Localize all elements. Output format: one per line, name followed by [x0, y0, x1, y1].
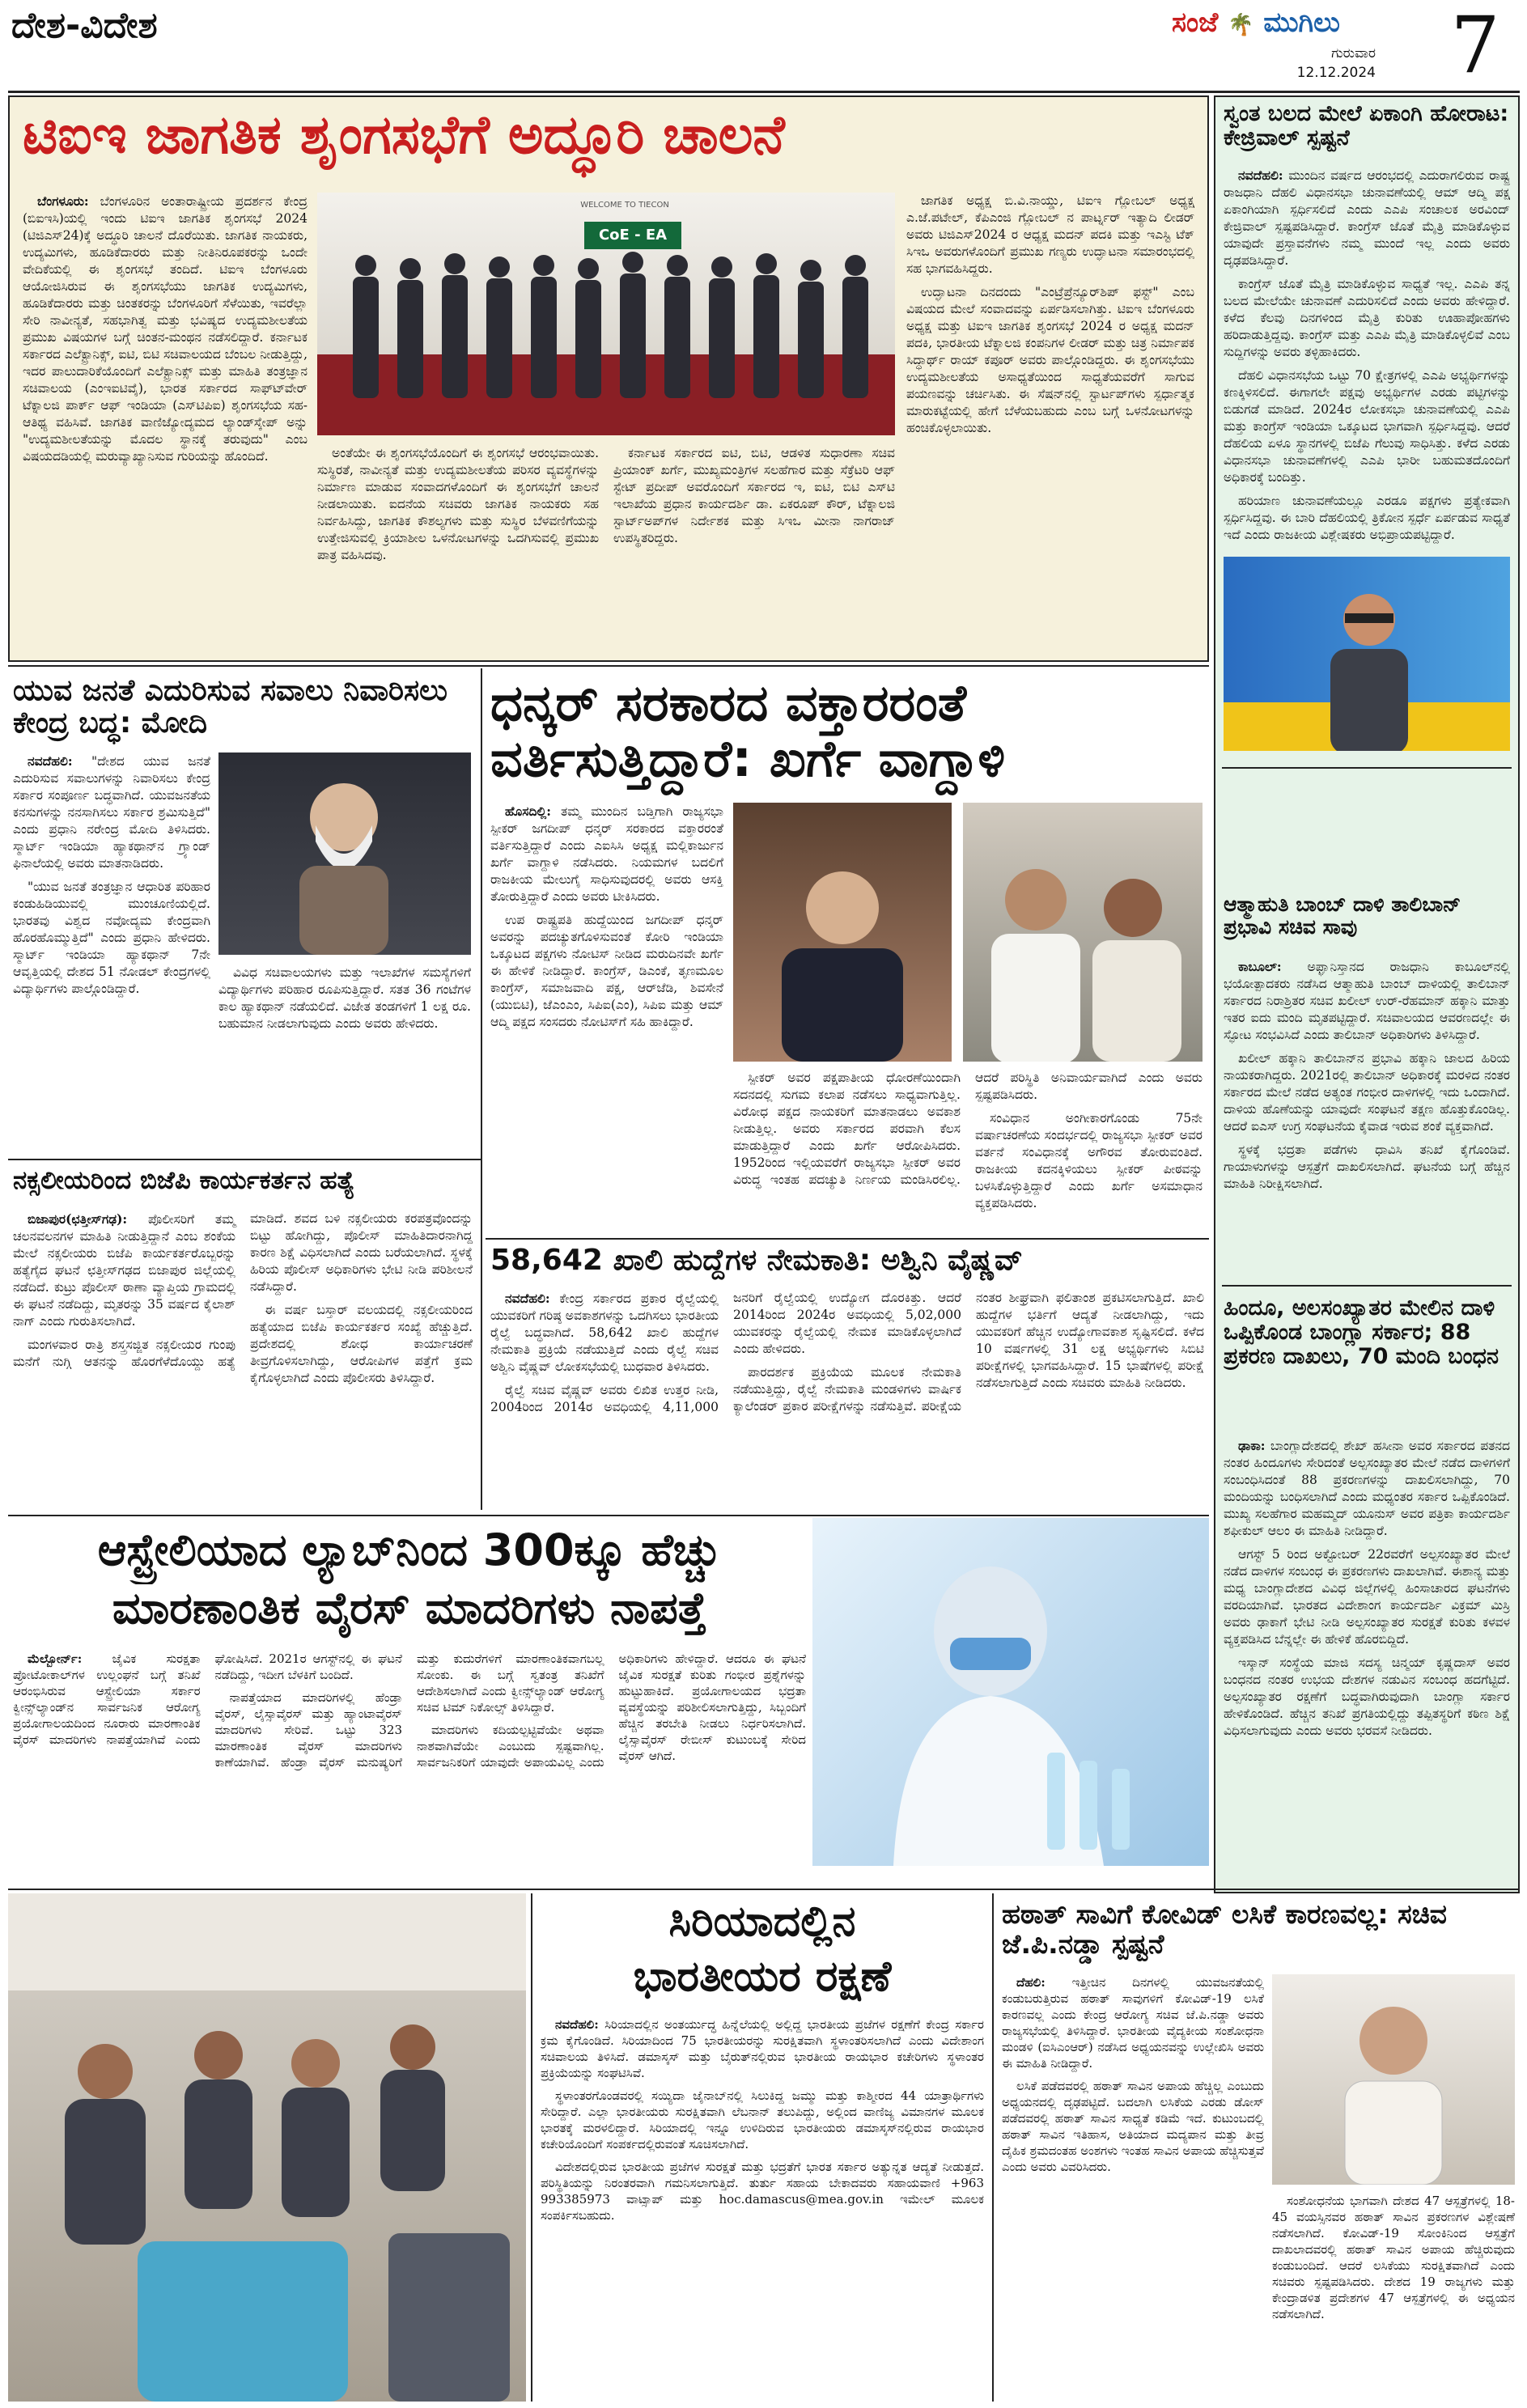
story-body — [13, 1210, 473, 1503]
headline: ಹಠಾತ್ ಸಾವಿಗೆ ಕೋವಿಡ್ ಲಸಿಕೆ ಕಾರಣವಲ್ಲ: ಸಚಿವ ಜೆ.ಪಿ.ನಡ್ಡಾ ಸ್ಪಷ್ಟನೆ — [1002, 1900, 1447, 1960]
dateline: ಹೊಸದಿಲ್ಲಿ: — [505, 803, 551, 819]
paragraph: ಬಾಂಗ್ಲಾದೇಶದಲ್ಲಿ ಶೇಖ್ ಹಸೀನಾ ಅವರ ಸರ್ಕಾರದ ಪತನದ ನಂತರ ಹಿಂದೂಗಳು ಸೇರಿದಂತೆ ಅಲ್ಪಸಂಖ್ಯಾತರ ಮೇಲೆ ನಡೆದ ದಾಳಿಗಳಿಗೆ ಸಂಬಂಧಿಸಿದಂತೆ 88 ಪ್ರಕರಣಗಳನ್ನು ದಾಖಲಿಸಲಾಗಿದ್ದು, 70 ಮಂದಿಯನ್ನು ಬಂಧಿಸಲಾಗಿದೆ ಎಂದು ಮಧ್ಯಂತರ ಸರ್ಕಾರ ಒಪ್ಪಿಕೊಂಡಿದೆ. ಮುಖ್ಯ ಸಲಹೆಗಾರ ಮಹಮ್ಮದ್ ಯೂನುಸ್ ಅವರ ಪತ್ರಿಕಾ ಕಾರ್ಯದರ್ಶಿ ಶಫೀಕುಲ್ ಆಲಂ ಈ ಮಾಹಿತಿ ನೀಡಿದ್ದಾರೆ. — [1224, 1439, 1510, 1538]
dateline: ಬೆಂಗಳೂರು: — [37, 193, 89, 209]
paragraph: ಸಂವಿಧಾನ ಅಂಗೀಕಾರಗೊಂಡು 75ನೇ ವರ್ಷಾಚರಣೆಯ ಸಂದರ್ಭದಲ್ಲಿ ರಾಜ್ಯಸಭಾ ಸ್ಪೀಕರ್ ಅವರ ವರ್ತನೆ ಸಂವಿಧಾನಕ್ಕೆ ಅಗೌರವ ತೋರುವಂತಿದೆ. ರಾಜಕೀಯ ಕದನಕ್ಕಿಳಿಯಲು ಸ್ಪೀಕರ್ ಪೀಠವನ್ನು ಬಳಸಿಕೊಳ್ಳುತ್ತಿದ್ದಾರೆ ಎಂದು ಖರ್ಗೆ ಅಸಮಾಧಾನ ವ್ಯಕ್ತಪಡಿಸಿದರು. — [975, 1111, 1203, 1210]
divider-vertical-1 — [481, 668, 482, 1510]
paragraph: ಇತ್ತೀಚಿನ ದಿನಗಳಲ್ಲಿ ಯುವಜನತೆಯಲ್ಲಿ ಕಂಡುಬರುತ್ತಿರುವ ಹಠಾತ್ ಸಾವುಗಳಿಗೆ ಕೋವಿಡ್-19 ಲಸಿಕೆ ಕಾರಣವಲ್ಲ ಎಂದು ಕೇಂದ್ರ ಆರೋಗ್ಯ ಸಚಿವ ಜೆ.ಪಿ.ನಡ್ಡಾ ಅವರು ರಾಜ್ಯಸಭೆಯಲ್ಲಿ ತಿಳಿಸಿದ್ದಾರೆ. ಭಾರತೀಯ ವೈದ್ಯಕೀಯ ಸಂಶೋಧನಾ ಮಂಡಳಿ (ಐಸಿಎಂಆರ್) ನಡೆಸಿದ ಅಧ್ಯಯನವನ್ನು ಉಲ್ಲೇಖಿಸಿ ಅವರು ಈ ಮಾಹಿತಿ ನೀಡಿದ್ದಾರೆ. — [1002, 1975, 1264, 2071]
paragraph: "ದೇಶದ ಯುವ ಜನತೆ ಎದುರಿಸುವ ಸವಾಲುಗಳನ್ನು ನಿವಾರಿಸಲು ಕೇಂದ್ರ ಸರ್ಕಾರ ಸಂಪೂರ್ಣ ಬದ್ಧವಾಗಿದೆ. ಯುವಜನತೆಯ ಕನಸುಗಳನ್ನು ನನಸಾಗಿಸಲು ಸರ್ಕಾರ ಶ್ರಮಿಸುತ್ತಿದೆ" ಎಂದು ಪ್ರಧಾನಿ ನರೇಂದ್ರ ಮೋದಿ ತಿಳಿಸಿದರು. ಸ್ಮಾರ್ಟ್ ಇಂಡಿಯಾ ಹ್ಯಾಕಥಾನ್‌ನ ಗ್ರ್ಯಾಂಡ್ ಫಿನಾಲೆಯಲ್ಲಿ ಅವರು ಮಾತನಾಡಿದರು. — [13, 754, 210, 871]
divider-vertical-bottom-2 — [992, 1893, 994, 2402]
paragraph: ಜಾಗತಿಕ ಅಧ್ಯಕ್ಷ ಬಿ.ವಿ.ನಾಯ್ಡು, ಟಿಐಇ ಗ್ಲೋಬಲ್ ಅಧ್ಯಕ್ಷ ಎ.ಜೆ.ಪಟೇಲ್, ಕೆಪಿಎಂಜಿ ಗ್ಲೋಬಲ್ ನ ಪಾರ್ಟ್ನರ್ ಇತ್ಯಾದಿ ಲೀಡರ್ ಅವರು ಟಿಜಿಎಸ್2024 ರ ಆಧ್ಯಕ್ಷ ಮದನ್ ಪದಕಿ ಮತ್ತು ಇಎಸ್ಟಿ ಟೆಕ್ ಸಿಇಒ ಅವರುಗಳೊಂದಿಗೆ ಪ್ರಮುಖ ಗಣ್ಯರು ಉದ್ಘಾಟನಾ ಸಮಾರಂಭದಲ್ಲಿ ಸಹ ಭಾಗವಹಿಸಿದ್ದರು. — [906, 193, 1194, 276]
paragraph: ಆಗಸ್ಟ್ 5 ರಿಂದ ಅಕ್ಟೋಬರ್ 22ರವರೆಗೆ ಅಲ್ಪಸಂಖ್ಯಾತರ ಮೇಲೆ ನಡೆದ ದಾಳಿಗಳ ಸಂಬಂಧ ಈ ಪ್ರಕರಣಗಳು ದಾಖಲಾಗಿವೆ. ಈಶಾನ್ಯ ಮತ್ತು ಮಧ್ಯ ಬಾಂಗ್ಲಾದೇಶದ ವಿವಿಧ ಜಿಲ್ಲೆಗಳಲ್ಲಿ ಹಿಂಸಾಚಾರದ ಘಟನೆಗಳು ವರದಿಯಾಗಿವೆ. ಭಾರತದ ವಿದೇಶಾಂಗ ಕಾರ್ಯದರ್ಶಿ ವಿಕ್ರಮ್ ಮಿಸ್ರಿ ಅವರು ಢಾಕಾಗೆ ಭೇಟಿ ನೀಡಿ ಅಲ್ಪಸಂಖ್ಯಾತರ ಸುರಕ್ಷತೆ ಕುರಿತು ಕಳವಳ ವ್ಯಕ್ತಪಡಿಸಿದ ಬೆನ್ನಲ್ಲೇ ಈ ಹೇಳಿಕೆ ಹೊರಬಿದ್ದಿದೆ. — [1224, 1547, 1510, 1647]
divider-naxal — [8, 1159, 481, 1160]
paragraph: ರೈಲ್ವೆ ಸಚಿವ ವೈಷ್ಣವ್ ಅವರು ಲಿಖಿತ ಉತ್ತರ ನೀಡಿ, 2004ರಿಂದ 2014ರ ಅವಧಿಯಲ್ಲಿ 4,11,000 ಜನರಿಗೆ ರೈಲ್ವೆಯಲ್ಲಿ ಉದ್ಯೋಗ ದೊರಕಿತ್ತು. ಆದರೆ 2014ರಿಂದ 2024ರ ಅವಧಿಯಲ್ಲಿ 5,02,000 ಯುವಕರನ್ನು ರೈಲ್ವೆಯಲ್ಲಿ ನೇಮಕ ಮಾಡಿಕೊಳ್ಳಲಾಗಿದೆ ಎಂದು ಹೇಳಿದರು. — [490, 1291, 961, 1414]
story-body — [541, 2016, 984, 2397]
dateline: ಕಾಬೂಲ್: — [1238, 959, 1282, 974]
dateline: ನವದೆಹಲಿ: — [1238, 167, 1283, 183]
story-body — [490, 1290, 1204, 1505]
headline: 58,642 ಖಾಲಿ ಹುದ್ದೆಗಳ ನೇಮಕಾತಿ: ಅಶ್ವಿನಿ ವೈಷ್ಣವ್ — [490, 1244, 1023, 1277]
dateline: ನವದೆಹಲಿ: — [28, 753, 73, 769]
dateline: ಬಿಜಾಪುರ(ಛತ್ತೀಸ್‌ಗಢ): — [28, 1211, 128, 1227]
headline: ನಕ್ಸಲೀಯರಿಂದ ಬಿಜೆಪಿ ಕಾರ್ಯಕರ್ತನ ಹತ್ಯೆ — [13, 1167, 355, 1195]
story-body-left — [490, 803, 723, 1240]
bus-passengers-photo — [8, 1893, 526, 2402]
weekday: ಗುರುವಾರ — [1331, 45, 1376, 61]
speaker-silhouette — [766, 851, 919, 1062]
headline-line-1: ಸಿರಿಯಾದಲ್ಲಿನ — [668, 1898, 856, 1946]
paragraph: ಮಂಗಳವಾರ ರಾತ್ರಿ ಶಸ್ತ್ರಸಜ್ಜಿತ ನಕ್ಸಲೀಯರ ಗುಂಪು ಮನೆಗೆ ನುಗ್ಗಿ ಆತನನ್ನು ಹೊರಗೆಳೆದೊಯ್ದು ಹತ್ಯೆ ಮಾಡಿದೆ. ಶವದ ಬಳಿ ನಕ್ಸಲೀಯರು ಕರಪತ್ರವೊಂದನ್ನು ಬಿಟ್ಟು ಹೋಗಿದ್ದು, ಪೊಲೀಸ್ ಮಾಹಿತಿದಾರನಾಗಿದ್ದ ಕಾರಣ ಶಿಕ್ಷೆ ವಿಧಿಸಲಾಗಿದೆ ಎಂದು ಬರೆಯಲಾಗಿದೆ. ಸ್ಥಳಕ್ಕೆ ಹಿರಿಯ ಪೊಲೀಸ್ ಅಧಿಕಾರಿಗಳು ಭೇಟಿ ನೀಡಿ ಪರಿಶೀಲನೆ ನಡೆಸಿದ್ದಾರೆ. — [13, 1211, 473, 1369]
headline-line-1: ಆಸ್ಟ್ರೇಲಿಯಾದ ಲ್ಯಾಬ್‌ನಿಂದ 300ಕ್ಕೂ ಹೆಚ್ಚು — [97, 1526, 722, 1575]
paragraph: ಮಾದರಿಗಳು ಕದಿಯಲ್ಪಟ್ಟಿವೆಯೇ ಅಥವಾ ನಾಶವಾಗಿವೆಯೇ ಎಂಬುದು ಸ್ಪಷ್ಟವಾಗಿಲ್ಲ. ಸಾರ್ವಜನಿಕರಿಗೆ ಯಾವುದೇ ಅಪಾಯವಿಲ್ಲ ಎಂದು ಅಧಿಕಾರಿಗಳು ಹೇಳಿದ್ದಾರೆ. ಆದರೂ ಈ ಘಟನೆ ಜೈವಿಕ ಸುರಕ್ಷತೆ ಕುರಿತು ಗಂಭೀರ ಪ್ರಶ್ನೆಗಳನ್ನು ಹುಟ್ಟುಹಾಕಿದೆ. ಪ್ರಯೋಗಾಲಯದ ಭದ್ರತಾ ವ್ಯವಸ್ಥೆಯನ್ನು ಪರಿಶೀಲಿಸಲಾಗುತ್ತಿದ್ದು, ಸಿಬ್ಬಂದಿಗೆ ಹೆಚ್ಚಿನ ತರಬೇತಿ ನೀಡಲು ನಿರ್ಧರಿಸಲಾಗಿದೆ. ಲೈಸ್ಸಾವೈರಸ್ ರೇಬೀಸ್ ಕುಟುಂಬಕ್ಕೆ ಸೇರಿದ ವೈರಸ್ ಆಗಿದೆ. — [417, 1651, 806, 1770]
modi-photo — [218, 752, 471, 955]
story-body-right — [218, 964, 471, 1143]
kejriwal-photo — [1224, 557, 1510, 751]
paragraph: ಅಫ್ಘಾನಿಸ್ತಾನದ ರಾಜಧಾನಿ ಕಾಬೂಲ್‌ನಲ್ಲಿ ಭಯೋತ್ಪಾದಕರು ನಡೆಸಿದ ಆತ್ಮಾಹುತಿ ಬಾಂಬ್ ದಾಳಿಯಲ್ಲಿ ತಾಲಿಬಾನ್ ಸರ್ಕಾರದ ನಿರಾಶ್ರಿತರ ಸಚಿವ ಖಲೀಲ್ ಉರ್-ರೆಹಮಾನ್ ಹಕ್ಕಾನಿ ಮಾತ್ತು ಇತರ ಐದು ಮಂದಿ ಮೃತಪಟ್ಟಿದ್ದಾರೆ. ಸಚಿವಾಲಯದ ಆವರಣದಲ್ಲೇ ಈ ಸ್ಫೋಟ ಸಂಭವಿಸಿದೆ ಎಂದು ತಾಲಿಬಾನ್ ಅಧಿಕಾರಿಗಳು ತಿಳಿಸಿದ್ದಾರೆ. — [1224, 960, 1510, 1042]
divider-railway — [486, 1238, 1209, 1240]
page-number: 7 — [1450, 0, 1500, 91]
paragraph: ಸ್ಪೀಕರ್ ಅವರ ಪಕ್ಷಪಾತೀಯ ಧೋರಣೆಯಿಂದಾಗಿ ಸದನದಲ್ಲಿ ಸುಗಮ ಕಲಾಪ ನಡೆಸಲು ಸಾಧ್ಯವಾಗುತ್ತಿಲ್ಲ. ವಿರೋಧ ಪಕ್ಷದ ನಾಯಕರಿಗೆ ಮಾತನಾಡಲು ಅವಕಾಶ ನೀಡುತ್ತಿಲ್ಲ. ಅವರು ಸರ್ಕಾರದ ಪರವಾಗಿ ಕೆಲಸ ಮಾಡುತ್ತಿದ್ದಾರೆ ಎಂದು ಖರ್ಗೆ ಆರೋಪಿಸಿದರು. 1952ರಿಂದ ಇಲ್ಲಿಯವರೆಗೆ ರಾಜ್ಯಸಭಾ ಸ್ಪೀಕರ್ ಅವರ ವಿರುದ್ಧ ಇಂತಹ ಪದಚ್ಯುತಿ ನಿರ್ಣಯ ಮಂಡಿಸಿರಲಿಲ್ಲ. ಆದರೆ ಪರಿಸ್ಥಿತಿ ಅನಿವಾರ್ಯವಾಗಿದೆ ಎಂದು ಅವರು ಸ್ಪಷ್ಟಪಡಿಸಿದರು. — [733, 1070, 1203, 1187]
story-body-right — [733, 1070, 1203, 1240]
paper-logo — [1172, 6, 1415, 47]
paragraph: ಬೆಂಗಳೂರಿನ ಅಂತಾರಾಷ್ಟ್ರೀಯ ಪ್ರದರ್ಶನ ಕೇಂದ್ರ (ಬಿಐಇಸಿ)ಯಲ್ಲಿ ಇಂದು ಟಿಐಇ ಜಾಗತಿಕ ಶೃಂಗಸಭೆ 2024 (ಟಿಜಿಎಸ್24)ಕ್ಕೆ ಅದ್ಧೂರಿ ಚಾಲನೆ ದೊರೆಯಿತು. ಜಾಗತಿಕ ನಾಯಕರು, ಉದ್ಯಮಿಗಳು, ಹೂಡಿಕೆದಾರರು ಮತ್ತು ನೀತಿನಿರೂಪಕರನ್ನು ಒಂದೇ ವೇದಿಕೆಯಲ್ಲಿ ಈ ಶೃಂಗಸಭೆ ತಂದಿದೆ. ಟಿಐಇ ಬೆಂಗಳೂರು ಆಯೋಜಿಸಿರುವ ಈ ಶೃಂಗಸಭೆಯು ಜಾಗತಿಕ ಉದ್ಯಮಿಗಳು, ಹೂಡಿಕೆದಾರರು ಮತ್ತು ಚಿಂತಕರನ್ನು ಬೆಂಗಳೂರಿಗೆ ಸೆಳೆಯಿತು, ಇವರೆಲ್ಲಾ ಸೇರಿ ನಾವೀನ್ಯತೆ, ಸಹಭಾಗಿತ್ವ ಮತ್ತು ಭವಿಷ್ಯದ ಉದ್ಯಮಶೀಲತೆಯ ಪ್ರಮುಖ ವಿಷಯಗಳ ಬಗ್ಗೆ ಚಿಂತನ-ಮಂಥನ ನಡೆಸಲಿದ್ದಾರೆ. ಕರ್ನಾಟಕ ಸರ್ಕಾರದ ಎಲೆಕ್ಟ್ರಾನಿಕ್ಸ್, ಐಟಿ, ಬಿಟಿ ಸಚಿವಾಲಯದ ಬೆಂಬಲ ನೀಡುತ್ತಿದ್ದು, ಇದರ ಪಾಲುದಾರಿಕೆಯೊಂದಿಗೆ ಎಲೆಕ್ಟ್ರಾನಿಕ್ಸ್ ಮತ್ತು ಮಾಹಿತಿ ತಂತ್ರಜ್ಞಾನ ಸಚಿವಾಲಯ (ಎಂಇಐಟಿವೈ), ಭಾರತ ಸರ್ಕಾರದ ಸಾಫ್ಟ್‍ವೇರ್ ಟೆಕ್ನಾಲಜಿ ಪಾರ್ಕ್ ಆಫ್ ಇಂಡಿಯಾ (ಎಸ್‌ಟಿಪಿಐ) ಶೃಂಗಸಭೆಯ ಸಹ-ಆತಿಥ್ಯ ವಹಿಸಿವೆ. ಜಾಗತಿಕ ವಾಣಿಜ್ಯೋದ್ಯಮದ ಲ್ಯಾಂಡ್‍ಸ್ಕೇಪ್ ಅನ್ನು "ಉದ್ಯಮಶೀಲತೆಯನ್ನು ಮೊದಲ ಸ್ಥಾನಕ್ಕೆ ತರುವುದು" ಎಂಬ ವಿಷಯದಡಿಯಲ್ಲಿ ಮರುವ್ಯಾಖ್ಯಾನಿಸುವ ಗುರಿಯನ್ನು ಹೊಂದಿದೆ. — [23, 194, 308, 464]
story-body-under-photo — [317, 445, 895, 654]
paragraph: ಸ್ಥಳಕ್ಕೆ ಭದ್ರತಾ ಪಡೆಗಳು ಧಾವಿಸಿ ತನಿಖೆ ಕೈಗೊಂಡಿವೆ. ಗಾಯಾಳುಗಳನ್ನು ಆಸ್ಪತ್ರೆಗೆ ದಾಖಲಿಸಲಾಗಿದೆ. ಘಟನೆಯ ಬಗ್ಗೆ ಹೆಚ್ಚಿನ ಮಾಹಿತಿ ನಿರೀಕ್ಷಿಸಲಾಗಿದೆ. — [1224, 1143, 1510, 1191]
contact-line: +963 993385973 ವಾಟ್ಸಾಪ್ ಮತ್ತು hoc.damascus@mea.gov.in ಇಮೇಲ್ ಮೂಲಕ ಸಂಪರ್ಕಿಸಬಹುದು. — [541, 2176, 984, 2223]
kharge-photo — [963, 803, 1203, 1062]
speaker-silhouette — [1329, 1990, 1458, 2185]
paragraph: ವಿದೇಶದಲ್ಲಿರುವ ಭಾರತೀಯ ಪ್ರಜೆಗಳ ಸುರಕ್ಷತೆ ಮತ್ತು ಭದ್ರತೆಗೆ ಭಾರತ ಸರ್ಕಾರ ಅತ್ಯುನ್ನತ ಆದ್ಯತೆ ನೀಡುತ್ತದೆ. ಪರಿಸ್ಥಿತಿಯನ್ನು ನಿರಂತರವಾಗಿ ಗಮನಿಸಲಾಗುತ್ತಿದೆ. ತುರ್ತು ಸಹಾಯ ಬೇಕಾದವರು ಸಹಾಯವಾಣಿ — [541, 2160, 984, 2190]
right-col-divider-2 — [1222, 1285, 1512, 1287]
paragraph: ತಮ್ಮ ಮುಂದಿನ ಬಡ್ತಿಗಾಗಿ ರಾಜ್ಯಸಭಾ ಸ್ಪೀಕರ್ ಜಗದೀಪ್ ಧನ್ಕರ್ ಸರಕಾರದ ವಕ್ತಾರರಂತೆ ವರ್ತಿಸುತ್ತಿದ್ದಾರೆ ಎಂದು ಎಐಸಿಸಿ ಅಧ್ಯಕ್ಷ ಮಲ್ಲಿಕಾರ್ಜುನ ಖರ್ಗೆ ವಾಗ್ದಾಳಿ ನಡೆಸಿದರು. ನಿಯಮಗಳ ಬದಲಿಗೆ ರಾಜಕೀಯ ಮೇಲುಗೈ ಸಾಧಿಸುವುದರಲ್ಲಿ ಅವರು ಆಸಕ್ತಿ ತೋರುತ್ತಿದ್ದಾರೆ ಎಂದು ಅವರು ಟೀಕಿಸಿದರು. — [490, 804, 723, 904]
paragraph: ನಾಪತ್ತೆಯಾದ ಮಾದರಿಗಳಲ್ಲಿ ಹೆಂಡ್ರಾ ವೈರಸ್, ಲೈಸ್ಸಾವೈರಸ್ ಮತ್ತು ಹ್ಯಾಂಟಾವೈರಸ್ ಮಾದರಿಗಳು ಸೇರಿವೆ. ಒಟ್ಟು 323 ಮಾರಣಾಂತಿಕ ವೈರಸ್ ಮಾದರಿಗಳು ಕಾಣೆಯಾಗಿವೆ. ಹೆಂಡ್ರಾ ವೈರಸ್ ಮನುಷ್ಯರಿಗೆ ಮತ್ತು ಕುದುರೆಗಳಿಗೆ ಮಾರಣಾಂತಿಕವಾಗಬಲ್ಲ ಸೋಂಕು. ಈ ಬಗ್ಗೆ ಸ್ವತಂತ್ರ ತನಿಖೆಗೆ ಆದೇಶಿಸಲಾಗಿದೆ ಎಂದು ಕ್ವೀನ್ಸ್‌ಲ್ಯಾಂಡ್ ಆರೋಗ್ಯ ಸಚಿವ ಟಿಮ್ ನಿಕೋಲ್ಸ್ ತಿಳಿಸಿದ್ದಾರೆ. — [214, 1651, 604, 1770]
dateline: ಢಾಕಾ: — [1238, 1438, 1266, 1453]
right-col-divider-1 — [1222, 767, 1512, 769]
paper-logo-part2: ಮುಗಿಲು — [1263, 6, 1340, 39]
paper-logo-part1: ಸಂಜೆ — [1172, 6, 1219, 39]
paragraph: ವಿವಿಧ ಸಚಿವಾಲಯಗಳು ಮತ್ತು ಇಲಾಖೆಗಳ ಸಮಸ್ಯೆಗಳಿಗೆ ವಿದ್ಯಾರ್ಥಿಗಳು ಪರಿಹಾರ ರೂಪಿಸುತ್ತಿದ್ದಾರೆ. ಸತತ 36 ಗಂಟೆಗಳ ಕಾಲ ಹ್ಯಾಕಥಾನ್ ನಡೆಯಲಿದೆ. ವಿಜೇತ ತಂಡಗಳಿಗೆ 1 ಲಕ್ಷ ರೂ. ಬಹುಮಾನ ನೀಡಲಾಗುವುದು ಎಂದು ಅವರು ಹೇಳಿದರು. — [218, 965, 471, 1031]
story-tie-summit — [8, 95, 1209, 662]
paragraph: ಸಿರಿಯಾದಲ್ಲಿನ ಅಂತರ್ಯುದ್ಧ ಹಿನ್ನೆಲೆಯಲ್ಲಿ ಅಲ್ಲಿದ್ದ ಭಾರತೀಯ ಪ್ರಜೆಗಳ ರಕ್ಷಣೆಗೆ ಕೇಂದ್ರ ಸರ್ಕಾರ ಕ್ರಮ ಕೈಗೊಂಡಿದೆ. ಸಿರಿಯಾದಿಂದ 75 ಭಾರತೀಯರನ್ನು ಸುರಕ್ಷಿತವಾಗಿ ಸ್ಥಳಾಂತರಿಸಲಾಗಿದೆ ಎಂದು ವಿದೇಶಾಂಗ ಸಚಿವಾಲಯ ತಿಳಿಸಿದೆ. ಡಮಾಸ್ಕಸ್ ಮತ್ತು ಬೈರುತ್‌ನಲ್ಲಿರುವ ಭಾರತೀಯ ರಾಯಭಾರ ಕಚೇರಿಗಳು ಸ್ಥಳಾಂತರ ಪ್ರಕ್ರಿಯೆಯನ್ನು ಸಂಘಟಿಸಿವೆ. — [541, 2017, 984, 2080]
speaker-silhouette — [1313, 581, 1426, 751]
divider-bottom — [8, 1889, 1520, 1890]
story-railway — [486, 1241, 1209, 1510]
paragraph: ಸಂಶೋಧನೆಯ ಭಾಗವಾಗಿ ದೇಶದ 47 ಆಸ್ಪತ್ರೆಗಳಲ್ಲಿ 18-45 ವಯಸ್ಸಿನವರ ಹಠಾತ್ ಸಾವಿನ ಪ್ರಕರಣಗಳ ವಿಶ್ಲೇಷಣೆ ನಡೆಸಲಾಗಿದೆ. ಕೋವಿಡ್-19 ಸೋಂಕಿನಿಂದ ಆಸ್ಪತ್ರೆಗೆ ದಾಖಲಾದವರಲ್ಲಿ ಹಠಾತ್ ಸಾವಿನ ಅಪಾಯ ಹೆಚ್ಚಿರುವುದು ಕಂಡುಬಂದಿದೆ. ಆದರೆ ಲಸಿಕೆಯು ಸುರಕ್ಷಿತವಾಗಿದೆ ಎಂದು ಸಚಿವರು ಸ್ಪಷ್ಟಪಡಿಸಿದರು. ದೇಶದ 19 ರಾಜ್ಯಗಳು ಮತ್ತು ಕೇಂದ್ರಾಡಳಿತ ಪ್ರದೇಶಗಳ 47 ಆಸ್ಪತ್ರೆಗಳಲ್ಲಿ ಈ ಅಧ್ಯಯನ ನಡೆಸಲಾಗಿದೆ. — [1272, 2194, 1515, 2321]
divider-lab — [8, 1515, 1209, 1516]
section-title-text: ದೇಶ-ವಿದೇಶ — [11, 5, 158, 46]
story-bangladesh — [1214, 1290, 1520, 1889]
story-kabul-blast — [1214, 770, 1520, 1272]
coe-banner: CoE - EA — [584, 222, 681, 249]
palm-icon: 🌴 — [1228, 13, 1254, 37]
summit-group-photo — [317, 193, 895, 435]
story-body-left — [23, 193, 308, 654]
divider-below-top — [8, 665, 1209, 667]
headline: ಹಿಂದೂ, ಅಲಸಂಖ್ಯಾತರ ಮೇಲಿನ ದಾಳಿ ಒಪ್ಪಿಕೊಂಡ ಬಾಂಗ್ಲಾ ಸರ್ಕಾರ; 88 ಪ್ರಕರಣ ದಾಖಲು, 70 ಮಂದಿ ಬಂಧನ — [1224, 1296, 1499, 1370]
dateline: ಮೆಲ್ಬೋರ್ನ್: — [28, 1651, 83, 1666]
story-covid-vaccine — [997, 1893, 1520, 2402]
story-kharge — [486, 668, 1209, 1251]
masthead-rule — [8, 91, 1520, 93]
nadda-photo — [1272, 1974, 1515, 2185]
paragraph: ಹರಿಯಾಣ ಚುನಾವಣೆಯಲ್ಲೂ ಎರಡೂ ಪಕ್ಷಗಳು ಪ್ರತ್ಯೇಕವಾಗಿ ಸ್ಪರ್ಧಿಸಿದ್ದವು. ಈ ಬಾರಿ ದೆಹಲಿಯಲ್ಲಿ ತ್ರಿಕೋನ ಸ್ಪರ್ಧೆ ಏರ್ಪಡುವ ಸಾಧ್ಯತೆ ಇದೆ ಎಂದು ರಾಜಕೀಯ ವಿಶ್ಲೇಷಕರು ಅಭಿಪ್ರಾಯಪಟ್ಟಿದ್ದಾರೆ. — [1224, 494, 1510, 542]
paragraph: ಈ ವರ್ಷ ಬಸ್ತಾರ್ ವಲಯದಲ್ಲಿ ನಕ್ಸಲೀಯರಿಂದ ಹತ್ಯೆಯಾದ ಬಿಜೆಪಿ ಕಾರ್ಯಕರ್ತರ ಸಂಖ್ಯೆ ಹೆಚ್ಚುತ್ತಿದೆ. ಪ್ರದೇಶದಲ್ಲಿ ಶೋಧ ಕಾರ್ಯಾಚರಣೆ ತೀವ್ರಗೊಳಿಸಲಾಗಿದ್ದು, ಆರೋಪಿಗಳ ಪತ್ತೆಗೆ ಕ್ರಮ ಕೈಗೊಳ್ಳಲಾಗಿದೆ ಎಂದು ಪೊಲೀಸರು ತಿಳಿಸಿದ್ದಾರೆ. — [250, 1303, 473, 1385]
paragraph: ಪಾರದರ್ಶಕ ಪ್ರಕ್ರಿಯೆಯ ಮೂಲಕ ನೇಮಕಾತಿ ನಡೆಯುತ್ತಿದ್ದು, ರೈಲ್ವೆ ನೇಮಕಾತಿ ಮಂಡಳಿಗಳು ವಾರ್ಷಿಕ ಕ್ಯಾಲೆಂಡರ್ ಪ್ರಕಾರ ಪರೀಕ್ಷೆಗಳನ್ನು ನಡೆಸುತ್ತಿವೆ. ಪರೀಕ್ಷೆಯ ನಂತರ ಶೀಘ್ರವಾಗಿ ಫಲಿತಾಂಶ ಪ್ರಕಟಿಸಲಾಗುತ್ತಿದೆ. ಖಾಲಿ ಹುದ್ದೆಗಳ ಭರ್ತಿಗೆ ಆದ್ಯತೆ ನೀಡಲಾಗಿದ್ದು, ಇದು ಯುವಕರಿಗೆ ಹೆಚ್ಚಿನ ಉದ್ಯೋಗಾವಕಾಶ ಸೃಷ್ಟಿಸಲಿದೆ. ಕಳೆದ 10 ವರ್ಷಗಳಲ್ಲಿ 31 ಲಕ್ಷ ಅಭ್ಯರ್ಥಿಗಳು ಸಿಬಿಟಿ ಪರೀಕ್ಷೆಗಳಲ್ಲಿ ಭಾಗವಹಿಸಿದ್ದಾರೆ. 15 ಭಾಷೆಗಳಲ್ಲಿ ಪರೀಕ್ಷೆ ನಡೆಸಲಾಗುತ್ತಿದೆ ಎಂದು ಸಚಿವರು ಮಾಹಿತಿ ನೀಡಿದರು. — [733, 1291, 1204, 1414]
story-syria — [536, 1893, 989, 2402]
story-body-right — [1272, 2193, 1515, 2395]
headline: ಸ್ವಂತ ಬಲದ ಮೇಲೆ ಏಕಾಂಗಿ ಹೋರಾಟ: ಕೇಜ್ರಿವಾಲ್ ಸ್ಪಷ್ಟನೆ — [1224, 102, 1509, 151]
story-body-left — [13, 752, 210, 1141]
story-body — [1224, 167, 1510, 547]
dateline: ನವದೆಹಲಿ: — [505, 1291, 550, 1306]
banner-subtitle: WELCOME TO TIECON — [580, 201, 669, 210]
paragraph: ಕೇಂದ್ರ ಸರ್ಕಾರದ ಪ್ರಕಾರ ರೈಲ್ವೆಯಲ್ಲಿ ಯುವಕರಿಗೆ ಗರಿಷ್ಠ ಅವಕಾಶಗಳನ್ನು ಒದಗಿಸಲು ಭಾರತೀಯ ರೈಲ್ವೆ ಬದ್ಧವಾಗಿದೆ. 58,642 ಖಾಲಿ ಹುದ್ದೆಗಳ ನೇಮಕಾತಿ ಪ್ರಕ್ರಿಯೆ ನಡೆಯುತ್ತಿದೆ ಎಂದು ರೈಲ್ವೆ ಸಚಿವ ಅಶ್ವಿನಿ ವೈಷ್ಣವ್ ಲೋಕಸಭೆಯಲ್ಲಿ ಬುಧವಾರ ತಿಳಿಸಿದರು. — [490, 1291, 719, 1374]
scientist-illustration — [845, 1542, 1185, 1866]
paragraph: ದೆಹಲಿ ವಿಧಾನಸಭೆಯ ಒಟ್ಟು 70 ಕ್ಷೇತ್ರಗಳಲ್ಲಿ ಎಎಪಿ ಅಭ್ಯರ್ಥಿಗಳನ್ನು ಕಣಕ್ಕಿಳಿಸಲಿದೆ. ಈಗಾಗಲೇ ಪಕ್ಷವು ಅಭ್ಯರ್ಥಿಗಳ ಎರಡು ಪಟ್ಟಿಗಳನ್ನು ಬಿಡುಗಡೆ ಮಾಡಿದೆ. 2024ರ ಲೋಕಸಭಾ ಚುನಾವಣೆಯಲ್ಲಿ ಎಎಪಿ ಮತ್ತು ಕಾಂಗ್ರೆಸ್ ಇಂಡಿಯಾ ಒಕ್ಕೂಟದ ಭಾಗವಾಗಿ ಸ್ಪರ್ಧಿಸಿದ್ದವು. ಆದರೆ ದೆಹಲಿಯ ಏಳೂ ಸ್ಥಾನಗಳಲ್ಲಿ ಬಿಜೆಪಿ ಗೆಲುವು ಸಾಧಿಸಿತ್ತು. ಕಳೆದ ಎರಡು ವಿಧಾನಸಭಾ ಚುನಾವಣೆಗಳಲ್ಲಿ ಎಎಪಿ ಭಾರೀ ಬಹುಮತದೊಂದಿಗೆ ಅಧಿಕಾರಕ್ಕೆ ಬಂದಿತ್ತು. — [1224, 368, 1510, 485]
bus-interior-illustration — [8, 1893, 526, 2402]
people-silhouettes — [317, 241, 895, 419]
paragraph: ಕರ್ನಾಟಕ ಸರ್ಕಾರದ ಐಟಿ, ಬಿಟಿ, ಆಡಳಿತ ಸುಧಾರಣಾ ಸಚಿವ ಪ್ರಿಯಾಂಕ್ ಖರ್ಗೆ, ಮುಖ್ಯಮಂತ್ರಿಗಳ ಸಲಹೆಗಾರ ಮತ್ತು ಸೆಕ್ರೆಟರಿ ಆಫ್ ಸ್ಟೇಟ್ ಪ್ರದೀಪ್ ಅವರೊಂದಿಗೆ ಸರ್ಕಾರದ ಇ, ಐಟಿ, ಬಿಟಿ ಎಸ್‌ಟಿ ಇಲಾಖೆಯ ಪ್ರಧಾನ ಕಾರ್ಯದರ್ಶಿ ಡಾ. ಏಕರೂಪ್ ಕೌರ್, ಟೆಕ್ನಾಲಜಿ ಸ್ಟಾರ್ಟ್‌ಅಪ್‌ಗಳ ನಿರ್ದೇಶಕ ಮತ್ತು ಸಿಇಒ ಮೀನಾ ನಾಗರಾಜ್ ಉಪಸ್ಥಿತರಿದ್ದರು. — [613, 446, 895, 545]
paragraph: ಲಸಿಕೆ ಪಡೆದವರಲ್ಲಿ ಹಠಾತ್ ಸಾವಿನ ಅಪಾಯ ಹೆಚ್ಚಿಲ್ಲ ಎಂಬುದು ಅಧ್ಯಯನದಲ್ಲಿ ದೃಢಪಟ್ಟಿದೆ. ಬದಲಾಗಿ ಲಸಿಕೆಯ ಎರಡು ಡೋಸ್ ಪಡೆದವರಲ್ಲಿ ಹಠಾತ್ ಸಾವಿನ ಸಾಧ್ಯತೆ ಕಡಿಮೆ ಇದೆ. ಕುಟುಂಬದಲ್ಲಿ ಹಠಾತ್ ಸಾವಿನ ಇತಿಹಾಸ, ಅತಿಯಾದ ಮದ್ಯಪಾನ ಮತ್ತು ತೀವ್ರ ದೈಹಿಕ ಶ್ರಮದಂತಹ ಅಂಶಗಳು ಇಂತಹ ಸಾವಿನ ಅಪಾಯ ಹೆಚ್ಚಿಸುತ್ತವೆ ಎಂದು ಅವರು ವಿವರಿಸಿದರು. — [1002, 2079, 1264, 2174]
headline: ಆತ್ಮಾಹುತಿ ಬಾಂಬ್ ದಾಳಿ ತಾಲಿಬಾನ್ ಪ್ರಭಾವಿ ಸಚಿವ ಸಾವು — [1224, 893, 1461, 939]
speaker-silhouette — [283, 769, 405, 955]
paragraph: ಉಪ ರಾಷ್ಟ್ರಪತಿ ಹುದ್ದೆಯಿಂದ ಜಗದೀಪ್ ಧನ್ಕರ್ ಅವರನ್ನು ಪದಚ್ಯುತಗೊಳಿಸುವಂತೆ ಕೋರಿ ಇಂಡಿಯಾ ಒಕ್ಕೂಟದ ಪಕ್ಷಗಳು ನೋಟಿಸ್ ನೀಡಿದ ಮರುದಿನವೇ ಖರ್ಗೆ ಈ ಹೇಳಿಕೆ ನೀಡಿದ್ದಾರೆ. ಕಾಂಗ್ರೆಸ್, ಡಿಎಂಕೆ, ತೃಣಮೂಲ ಕಾಂಗ್ರೆಸ್, ಸಮಾಜವಾದಿ ಪಕ್ಷ, ಆರ್‌ಜೆಡಿ, ಶಿವಸೇನೆ (ಯುಬಿಟಿ), ಜೆಎಂಎಂ, ಸಿಪಿಐ(ಎಂ), ಸಿಪಿಐ ಮತ್ತು ಆಮ್ ಆದ್ಮಿ ಪಕ್ಷದ ಸಂಸದರು ನೋಟಿಸ್‌ಗೆ ಸಹಿ ಹಾಕಿದ್ದಾರೆ. — [490, 913, 723, 1029]
issue-date: 12.12.2024 — [1296, 65, 1376, 81]
dateline: ನವದೆಹಲಿ: — [555, 2017, 599, 2032]
story-body — [1224, 1437, 1510, 1882]
paragraph: ಮುಂದಿನ ವರ್ಷದ ಆರಂಭದಲ್ಲಿ ಎದುರಾಗಲಿರುವ ರಾಷ್ಟ್ರ ರಾಜಧಾನಿ ದೆಹಲಿ ವಿಧಾನಸಭಾ ಚುನಾವಣೆಯಲ್ಲಿ ಆಮ್ ಆದ್ಮಿ ಪಕ್ಷ ಏಕಾಂಗಿಯಾಗಿ ಸ್ಪರ್ಧಿಸಲಿದೆ ಎಂದು ಎಎಪಿ ಸಂಚಾಲಕ ಅರವಿಂದ್ ಕೇಜ್ರಿವಾಲ್ ಸ್ಪಷ್ಟಪಡಿಸಿದ್ದಾರೆ. ಕಾಂಗ್ರೆಸ್ ಜೊತೆ ಮೈತ್ರಿ ಮಾಡಿಕೊಳ್ಳುವ ಯಾವುದೇ ಪ್ರಸ್ತಾವನೆಗಳು ನಮ್ಮ ಮುಂದೆ ಇಲ್ಲ ಎಂದು ಅವರು ದೃಢಪಡಿಸಿದ್ದಾರೆ. — [1224, 168, 1510, 268]
paragraph: ಪೊಲೀಸರಿಗೆ ತಮ್ಮ ಚಲನವಲನಗಳ ಮಾಹಿತಿ ನೀಡುತ್ತಿದ್ದಾನೆ ಎಂಬ ಶಂಕೆಯ ಮೇಲೆ ನಕ್ಸಲೀಯರು ಬಿಜೆಪಿ ಕಾರ್ಯಕರ್ತರೊಬ್ಬರನ್ನು ಹತ್ಯೆಗೈದ ಘಟನೆ ಛತ್ತೀಸ್‌ಗಢದ ಬಿಜಾಪುರ ಜಿಲ್ಲೆಯಲ್ಲಿ ನಡೆದಿದೆ. ಕುಟ್ರು ಪೊಲೀಸ್ ಠಾಣಾ ವ್ಯಾಪ್ತಿಯ ಗ್ರಾಮದಲ್ಲಿ ಈ ಘಟನೆ ನಡೆದಿದ್ದು, ಮೃತರನ್ನು 35 ವರ್ಷದ ಕೈಲಾಶ್ ನಾಗ್ ಎಂದು ಗುರುತಿಸಲಾಗಿದೆ. — [13, 1212, 235, 1329]
headline: ಟಿಐಇ ಜಾಗತಿಕ ಶೃಂಗಸಭೆಗೆ ಅದ್ಧೂರಿ ಚಾಲನೆ — [23, 105, 785, 166]
paragraph: ಸ್ಥಳಾಂತರಗೊಂಡವರಲ್ಲಿ ಸಯ್ಯಿದಾ ಜೈನಾಬ್‌ನಲ್ಲಿ ಸಿಲುಕಿದ್ದ ಜಮ್ಮು ಮತ್ತು ಕಾಶ್ಮೀರದ 44 ಯಾತ್ರಾರ್ಥಿಗಳು ಸೇರಿದ್ದಾರೆ. ಎಲ್ಲಾ ಭಾರತೀಯರು ಸುರಕ್ಷಿತವಾಗಿ ಲೆಬನಾನ್ ತಲುಪಿದ್ದು, ಅಲ್ಲಿಂದ ವಾಣಿಜ್ಯ ವಿಮಾನಗಳ ಮೂಲಕ ಭಾರತಕ್ಕೆ ಮರಳಲಿದ್ದಾರೆ. ಸಿರಿಯಾದಲ್ಲಿ ಇನ್ನೂ ಉಳಿದಿರುವ ಭಾರತೀಯರು ಡಮಾಸ್ಕಸ್‌ನಲ್ಲಿರುವ ರಾಯಭಾರ ಕಚೇರಿಯೊಂದಿಗೆ ಸಂಪರ್ಕದಲ್ಲಿರುವಂತೆ ಸೂಚಿಸಲಾಗಿದೆ. — [541, 2088, 984, 2152]
story-body-right — [906, 193, 1194, 654]
paragraph: ಖಲೀಲ್ ಹಕ್ಕಾನಿ ತಾಲಿಬಾನ್‌ನ ಪ್ರಭಾವಿ ಹಕ್ಕಾನಿ ಜಾಲದ ಹಿರಿಯ ನಾಯಕರಾಗಿದ್ದರು. 2021ರಲ್ಲಿ ತಾಲಿಬಾನ್ ಅಧಿಕಾರಕ್ಕೆ ಮರಳಿದ ನಂತರ ಸರ್ಕಾರದ ಮೇಲೆ ನಡೆದ ಅತ್ಯಂತ ಗಂಭೀರ ದಾಳಿಗಳಲ್ಲಿ ಇದು ಒಂದಾಗಿದೆ. ದಾಳಿಯ ಹೊಣೆಯನ್ನು ಯಾವುದೇ ಸಂಘಟನೆ ತಕ್ಷಣ ಹೊತ್ತುಕೊಂಡಿಲ್ಲ. ಆದರೆ ಐಎಸ್ ಉಗ್ರ ಸಂಘಟನೆಯ ಕೈವಾಡ ಇರುವ ಶಂಕೆ ವ್ಯಕ್ತವಾಗಿದೆ. — [1224, 1051, 1510, 1134]
story-naxal — [8, 1162, 477, 1510]
story-body — [13, 1651, 806, 1866]
section-title — [11, 5, 497, 57]
paragraph: ಇಸ್ಕಾನ್ ಸಂಸ್ಥೆಯ ಮಾಜಿ ಸದಸ್ಯ ಚಿನ್ಮಯ್ ಕೃಷ್ಣದಾಸ್ ಅವರ ಬಂಧನದ ನಂತರ ಉಭಯ ದೇಶಗಳ ನಡುವಿನ ಸಂಬಂಧ ಹದಗೆಟ್ಟಿದೆ. ಅಲ್ಪಸಂಖ್ಯಾತರ ರಕ್ಷಣೆಗೆ ಬದ್ಧವಾಗಿರುವುದಾಗಿ ಬಾಂಗ್ಲಾ ಸರ್ಕಾರ ಹೇಳಿಕೊಂಡಿದೆ. ಹೆಚ್ಚಿನ ತನಿಖೆ ಪ್ರಗತಿಯಲ್ಲಿದ್ದು ತಪ್ಪಿತಸ್ಥರಿಗೆ ಕಠಿಣ ಶಿಕ್ಷೆ ವಿಧಿಸಲಾಗುವುದು ಎಂದು ಅವರು ಭರವಸೆ ನೀಡಿದರು. — [1224, 1656, 1510, 1738]
headline: ಧನ್ಕರ್ ಸರಕಾರದ ವಕ್ತಾರರಂತೆ ವರ್ತಿಸುತ್ತಿದ್ದಾರೆ: ಖರ್ಗೆ ವಾಗ್ದಾಳಿ — [490, 675, 1006, 789]
paragraph: ಕಾಂಗ್ರೆಸ್ ಜೊತೆ ಮೈತ್ರಿ ಮಾಡಿಕೊಳ್ಳುವ ಸಾಧ್ಯತೆ ಇಲ್ಲ. ಎಎಪಿ ತನ್ನ ಬಲದ ಮೇಲೆಯೇ ಚುನಾವಣೆ ಎದುರಿಸಲಿದೆ ಎಂದು ಅವರು ಹೇಳಿದ್ದಾರೆ. ಕಳೆದ ಕೆಲವು ದಿನಗಳಿಂದ ಮೈತ್ರಿ ಕುರಿತು ಊಹಾಪೋಹಗಳು ಹರಿದಾಡುತ್ತಿದ್ದವು. ಕಾಂಗ್ರೆಸ್ ಮತ್ತು ಎಎಪಿ ಮೈತ್ರಿ ಮಾಡಿಕೊಳ್ಳಲಿವೆ ಎಂಬ ಸುದ್ದಿಗಳನ್ನು ಅವರು ತಳ್ಳಿಹಾಕಿದರು. — [1224, 277, 1510, 359]
headline: ಯುವ ಜನತೆ ಎದುರಿಸುವ ಸವಾಲು ನಿವಾರಿಸಲು ಕೇಂದ್ರ ಬದ್ಧ: ಮೋದಿ — [13, 675, 447, 740]
speakers-silhouette — [971, 843, 1198, 1062]
dateline: ದೆಹಲಿ: — [1016, 1975, 1046, 1990]
story-australia-lab — [8, 1518, 1209, 1882]
headline-line-2: ಮಾರಣಾಂತಿಕ ವೈರಸ್ ಮಾದರಿಗಳು ನಾಪತ್ತೆ — [112, 1584, 707, 1634]
paragraph: ಜೈವಿಕ ಸುರಕ್ಷತಾ ಪ್ರೋಟೋಕಾಲ್‌ಗಳ ಉಲ್ಲಂಘನೆ ಬಗ್ಗೆ ತನಿಖೆ ಆರಂಭಿಸಿರುವ ಆಸ್ಟ್ರೇಲಿಯಾ ಸರ್ಕಾರ ಕ್ವೀನ್ಸ್‌ಲ್ಯಾಂಡ್‌ನ ಸಾರ್ವಜನಿಕ ಆರೋಗ್ಯ ಪ್ರಯೋಗಾಲಯದಿಂದ ನೂರಾರು ಮಾರಣಾಂತಿಕ ವೈರಸ್ ಮಾದರಿಗಳು ನಾಪತ್ತೆಯಾಗಿವೆ ಎಂದು ಘೋಷಿಸಿದೆ. 2021ರ ಆಗಸ್ಟ್‌ನಲ್ಲಿ ಈ ಘಟನೆ ನಡೆದಿದ್ದು, ಇದೀಗ ಬೆಳಕಿಗೆ ಬಂದಿದೆ. — [13, 1651, 402, 1747]
paragraph: ಉದ್ಘಾಟನಾ ದಿನದಂದು "ಎಂಟ್ರೆಪ್ರೆನ್ಯೂರ್‌ಶಿಪ್ ಫಸ್ಟ್" ಎಂಬ ವಿಷಯದ ಮೇಲೆ ಸಂವಾದವನ್ನು ಏರ್ಪಡಿಸಲಾಗಿತ್ತು. ಟಿಐಇ ಬೆಂಗಳೂರು ಅಧ್ಯಕ್ಷ ಮತ್ತು ಟಿಐಇ ಜಾಗತಿಕ ಶೃಂಗಸಭೆ 2024 ರ ಅಧ್ಯಕ್ಷ ಮದನ್ ಪದಕಿ, ಭಾರತೀಯ ಟೆಕ್ನಾಲಜಿ ಕಂಪನಿಗಳ ಲೀಡರ್ ಮತ್ತು ಚಿತ್ರ ನಿರ್ಮಾಪಕ ಸಿದ್ಧಾರ್ಥ್ ರಾಯ್ ಕಪೂರ್ ಅವರು ಪಾಲ್ಗೊಂಡಿದ್ದರು. ಈ ಶೃಂಗಸಭೆಯು ಉದ್ಯಮಶೀಲತೆಯ ಅಸಾಧ್ಯತೆಯಿಂದ ಸಾಧ್ಯತೆಯವರೆಗೆ ಸಾಗುವ ಪಯಣವನ್ನು ಚರ್ಚಿಸಿತು. ಈ ಸೆಷನ್‌ನಲ್ಲಿ ಸ್ಟಾರ್ಟಪ್‌ಗಳು ಸ್ಪರ್ಧಾತ್ಮಕ ಮಾರುಕಟ್ಟೆಯಲ್ಲಿ ಹೇಗೆ ಬೆಳೆಯಬಹುದು ಎಂಬ ಬಗ್ಗೆ ಒಳನೋಟಗಳನ್ನು ಹಂಚಿಕೊಳ್ಳಲಾಯಿತು. — [906, 285, 1194, 435]
paragraph: "ಯುವ ಜನತೆ ತಂತ್ರಜ್ಞಾನ ಆಧಾರಿತ ಪರಿಹಾರ ಕಂಡುಹಿಡಿಯುವಲ್ಲಿ ಮುಂಚೂಣಿಯಲ್ಲಿದೆ. ಭಾರತವು ವಿಶ್ವದ ನವೋದ್ಯಮ ಕೇಂದ್ರವಾಗಿ ಹೊರಹೊಮ್ಮುತ್ತಿದೆ" ಎಂದು ಪ್ರಧಾನಿ ಹೇಳಿದರು. ಸ್ಮಾರ್ಟ್ ಇಂಡಿಯಾ ಹ್ಯಾಕಥಾನ್ 7ನೇ ಆವೃತ್ತಿಯಲ್ಲಿ ದೇಶದ 51 ನೋಡಲ್ ಕೇಂದ್ರಗಳಲ್ಲಿ ವಿದ್ಯಾರ್ಥಿಗಳು ಪಾಲ್ಗೊಂಡಿದ್ದಾರೆ. — [13, 880, 210, 996]
story-body-left — [1002, 1974, 1264, 2395]
lab-scientist-photo — [812, 1518, 1209, 1866]
headline-line-2: ಭಾರತೀಯರ ರಕ್ಷಣೆ — [633, 1953, 892, 2001]
dhankhar-photo — [733, 803, 952, 1062]
story-modi — [8, 668, 477, 1154]
story-body — [1224, 958, 1510, 1249]
paragraph: ಅಂತೆಯೇ ಈ ಶೃಂಗಸಭೆಯೊಂದಿಗೆ ಈ ಶೃಂಗಸಭೆ ಆರಂಭವಾಯಿತು. ಸುಸ್ಥಿರತೆ, ನಾವೀನ್ಯತೆ ಮತ್ತು ಉದ್ಯಮಶೀಲತೆಯ ಪರಿಸರ ವ್ಯವಸ್ಥೆಗಳನ್ನು ನಿರ್ಮಾಣ ಮಾಡುವ ಸಂವಾದಗಳೊಂದಿಗೆ ಈ ಶೃಂಗಸಭೆಗೆ ಚಾಲನೆ ನೀಡಲಾಯಿತು. ಐದನೆಯ ಸಚಿವರು ಜಾಗತಿಕ ನಾಯಕರು ಸಹ ನಿರ್ವಹಿಸಿದ್ದು, ಜಾಗತಿಕ ಕೌಶಲ್ಯಗಳು ಮತ್ತು ಸುಸ್ಥಿರ ಬೆಳವಣಿಗೆಯನ್ನು ಉತ್ತೇಜಿಸುವಲ್ಲಿ ಕ್ರಿಯಾಶೀಲ ಒಳನೋಟಗಳನ್ನು ಒದಗಿಸುವಲ್ಲಿ ಪ್ರಮುಖ ಪಾತ್ರ ವಹಿಸಿದವು. — [317, 446, 599, 562]
divider-vertical-bottom-1 — [531, 1893, 532, 2402]
